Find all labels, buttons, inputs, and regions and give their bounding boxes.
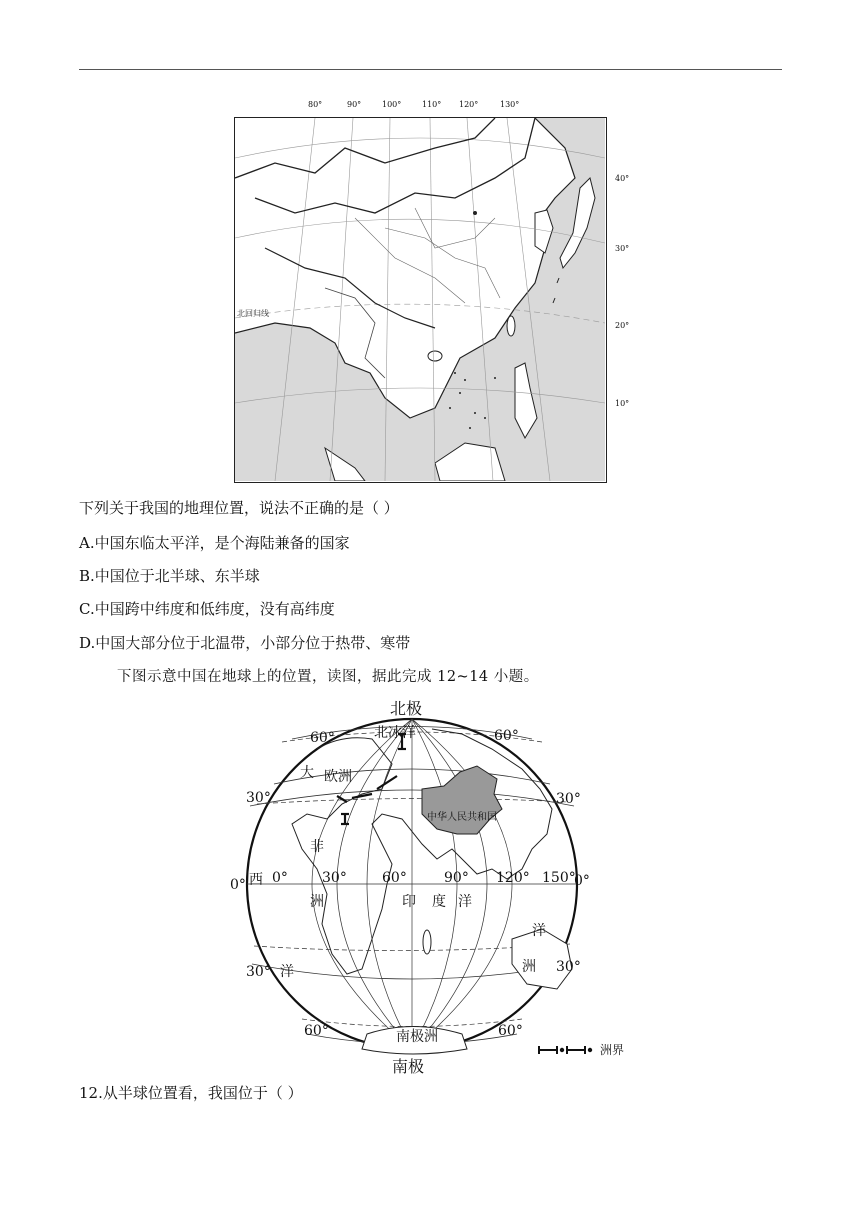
lon-30-label: 30° xyxy=(322,870,347,886)
lon-90-label: 90° xyxy=(444,870,469,886)
lon-120-label: 120° xyxy=(496,870,530,886)
lat-60n-right: 60° xyxy=(494,728,519,744)
north-pole-label: 北极 xyxy=(390,699,423,718)
header-rule xyxy=(79,69,782,70)
lat-60n-left: 60° xyxy=(310,730,335,746)
continent-boundary-symbol xyxy=(537,1045,597,1055)
indian-ocean-label-3: 洋 xyxy=(458,894,472,910)
lat-60s-right: 60° xyxy=(498,1023,523,1039)
pacific-label: 洋 xyxy=(532,923,546,939)
longitude-labels xyxy=(232,98,624,114)
lat-30n-right: 30° xyxy=(556,791,581,807)
oceania-label: 洲 xyxy=(522,959,536,975)
lat-label: 10° xyxy=(615,399,630,408)
option-d: D.中国大部分位于北温带，小部分位于热带、寒带 xyxy=(79,634,411,652)
lat-60s-left: 60° xyxy=(304,1023,329,1039)
lon-0-label: 0° xyxy=(272,870,288,886)
atlantic-label-1: 大 xyxy=(300,765,314,781)
east-asia-map xyxy=(232,98,630,488)
lon-60-label: 60° xyxy=(382,870,407,886)
lat-0-left: 0° xyxy=(230,877,246,893)
legend xyxy=(537,1041,624,1058)
lat-30s-right: 30° xyxy=(556,959,581,975)
intro-text: 下图示意中国在地球上的位置，读图，据此完成 12~14 小题。 xyxy=(117,669,539,685)
lon-150-label: 150° xyxy=(542,870,576,886)
lat-0-right: 0° xyxy=(574,873,590,889)
globe-map xyxy=(222,694,642,1079)
lon-label: 90° xyxy=(347,100,362,109)
lat-30s-left: 30° xyxy=(246,964,271,980)
lat-label: 30° xyxy=(615,244,630,253)
option-a: A.中国东临太平洋，是个海陆兼备的国家 xyxy=(79,534,350,552)
antarctica-label: 南极洲 xyxy=(396,1029,438,1045)
lat-30n-left: 30° xyxy=(246,790,271,806)
africa-label-2: 洲 xyxy=(310,894,324,910)
legend-label: 洲界 xyxy=(600,1043,625,1057)
atlantic-label-2: 西 xyxy=(249,872,263,888)
south-pole-label: 南极 xyxy=(392,1057,425,1076)
africa-label-1: 非 xyxy=(310,839,324,855)
china-label: 中华人民共和国 xyxy=(427,812,497,823)
option-c: C.中国跨中纬度和低纬度，没有高纬度 xyxy=(79,600,335,618)
europe-label: 欧洲 xyxy=(324,769,352,785)
lon-label: 120° xyxy=(459,100,479,109)
tropic-label: 北回归线 xyxy=(237,309,269,318)
option-b: B.中国位于北半球、东半球 xyxy=(79,567,260,585)
question-12: 12.从半球位置看，我国位于（ ） xyxy=(79,1084,303,1102)
question-stem: 下列关于我国的地理位置，说法不正确的是（ ） xyxy=(79,499,399,517)
lat-label: 40° xyxy=(615,174,630,183)
lon-label: 100° xyxy=(382,100,402,109)
arctic-ocean-label: 北冰洋 xyxy=(374,725,416,741)
lon-label: 130° xyxy=(500,100,520,109)
map-drawing xyxy=(235,118,605,481)
lon-label: 110° xyxy=(422,100,442,109)
lon-label: 80° xyxy=(308,100,323,109)
map-frame xyxy=(234,117,607,483)
lat-label: 20° xyxy=(615,321,630,330)
atlantic-label-3: 洋 xyxy=(280,964,294,980)
indian-ocean-label-2: 度 xyxy=(432,894,446,910)
indian-ocean-label-1: 印 xyxy=(402,894,416,910)
